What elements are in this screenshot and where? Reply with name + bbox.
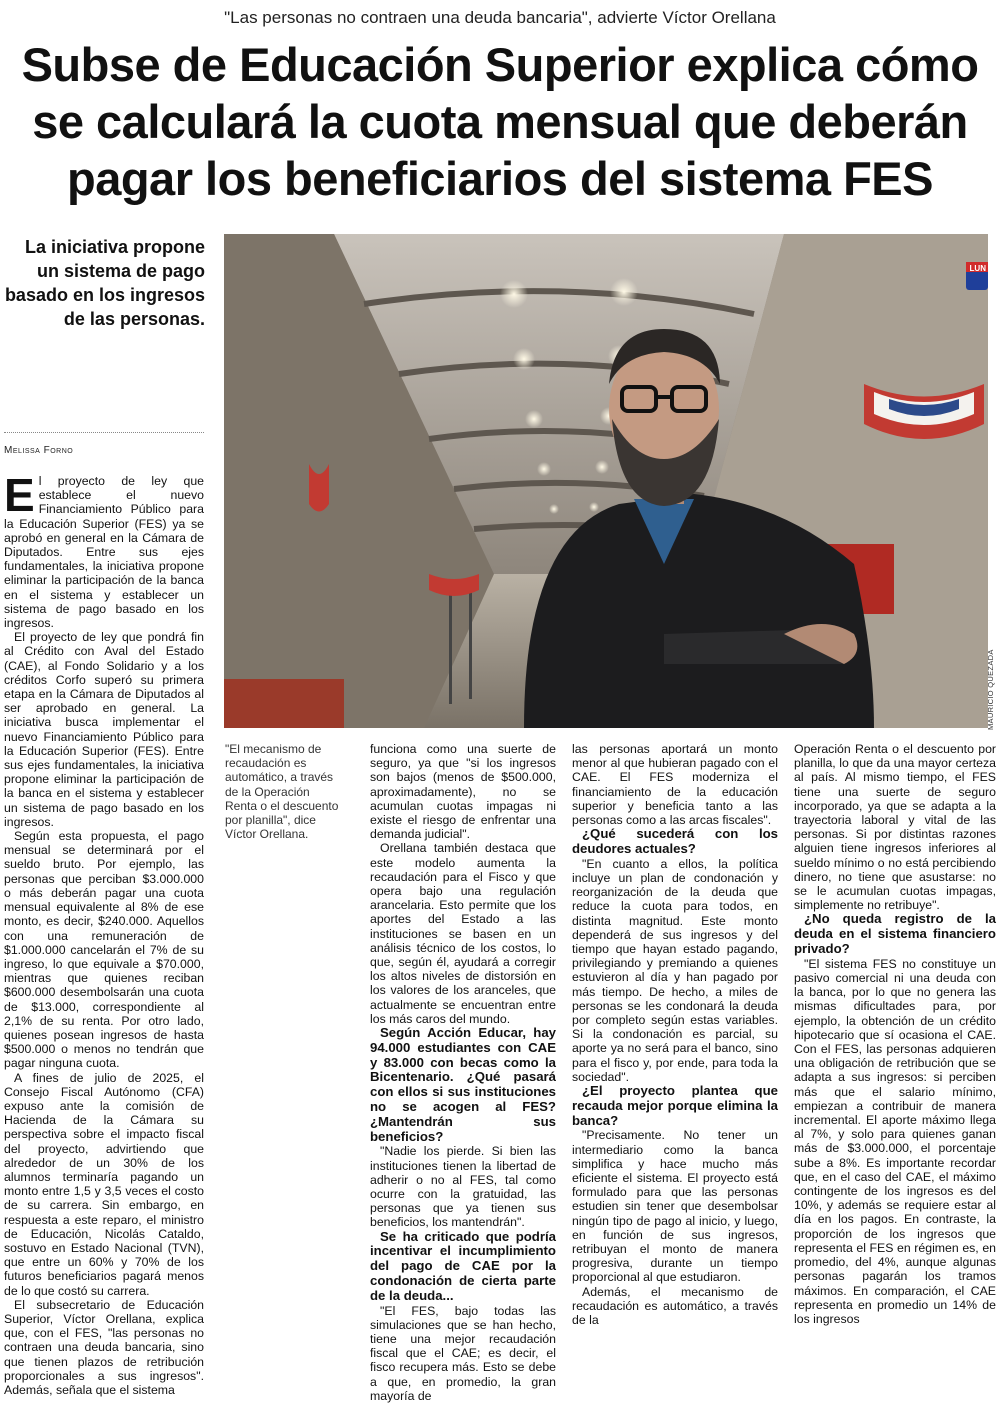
- headline: Subse de Educación Superior explica cómo se calculará la cuota mensual que deberán pagar los beneficiarios del sistema FES: [21, 38, 979, 205]
- byline-divider: [4, 432, 204, 433]
- interview-question: ¿No queda registro de la deuda en el sistema financiero privado?: [794, 911, 996, 957]
- paragraph: Orellana también destaca que este modelo aumenta la recaudación para el Fisco y que opera bajo una regulación arancelaria. Esto permite que los aportes del Estado a las instituciones se basen en un análisis técnico de los costos, lo que, según él, ayudará a corregir los altos niveles de distorsión en los valores de los aranceles, que actualmente se encuentran entre los más caros del mundo.: [370, 841, 556, 1026]
- interview-question: Se ha criticado que podría incentivar el incumplimiento del pago de CAE por la condonación de cierta parte de la deuda...: [370, 1228, 556, 1303]
- pull-quote: "El mecanismo de recaudación es automático, a través de la Operación Renta o el descuento por planilla", dice Víctor Orellana.: [225, 742, 339, 842]
- paragraph: funciona como una suerte de seguro, ya que "si los ingresos son bajos (menos de $500.000, aproximadamente), no se acumulan cuotas impagas ni existe el riesgo de enfrentar una demanda judicial".: [370, 742, 556, 842]
- kicker: "Las personas no contraen una deuda bancaria", advierte Víctor Orellana: [224, 8, 776, 27]
- byline: Melissa Forno: [4, 445, 74, 456]
- paragraph: "El sistema FES no constituye un pasivo comercial ni una deuda con la banca, por lo que no genera las mismas dificultades para, por ejemplo, la obtención de un crédito hipotecario que sí ocasiona el CAE. Con el FES, las personas adquieren una obligación de retribución que se adapta a sus ingresos: si perciben más que el salario mínimo, empiezan a contribuir de manera incremental. El aporte máximo llega al 7%, y solo para quienes ganan más de $3.000.000, el porcentaje sube a 8%. Es importante recordar que, en el caso del CAE, el máximo contingente de los ingresos es del 10%, y además se requiere estar al día en los pagos. En contraste, la proporción de los ingresos que representa el FES en régimen es, en promedio, del 4%, aunque algunas personas pagarán los tramos máximos. En comparación, el CAE representa en promedio un 14% de los ingresos: [794, 956, 996, 1326]
- interview-question: ¿El proyecto plantea que recauda mejor porque elimina la banca?: [572, 1083, 778, 1128]
- lead-summary: La iniciativa propone un sistema de pago basado en los ingresos de las personas.: [4, 237, 205, 329]
- interview-question: ¿Qué sucederá con los deudores actuales?: [572, 826, 778, 857]
- paragraph: Además, el mecanismo de recaudación es automático, a través de la: [572, 1284, 778, 1328]
- article-column-3: [572, 742, 778, 1327]
- paragraph: "Precisamente. No tener un intermediario como la banca simplifica y hace mucho más eficiente el sistema. El proyecto está formulado para que las personas estudien sin tener que desembolsar ningún tipo de pago al inicio, y luego, en función de sus ingresos, retribuyan el monto de manera progresiva, durante un tiempo proporcional al que estudiaron.: [572, 1128, 778, 1285]
- paragraph: El proyecto de ley que establece el nuevo Financiamiento Público para la Educación Superior (FES) ya se aprobó en general en la Cámara de Diputados. Entre sus ejes fundamentales, la iniciativa propone eliminar la participación de la banca en el sistema y establecer un sistema de pago basado en los ingresos.: [4, 469, 204, 631]
- article-column-1: [4, 469, 204, 1397]
- paragraph: El subsecretario de Educación Superior, Víctor Orellana, explica que, con el FES, "las personas no contraen una deuda bancaria, sino que tienen plazos de retribución proporcionales a sus ingresos". Además, señala que el sistema: [4, 1297, 204, 1397]
- drop-cap: E: [4, 469, 35, 521]
- paragraph: El proyecto de ley que pondrá fin al Crédito con Aval del Estado (CAE), al Fondo Solidario y a los créditos Corfo superó su primera etapa en la Cámara de Diputados al ser aprobado en general. La iniciativa busca implementar el nuevo Financiamiento Público para la Educación Superior (FES). Entre sus ejes fundamentales, la iniciativa propone eliminar la participación de la banca en el sistema y establecer un sistema de pago basado en los ingresos.: [4, 630, 204, 829]
- paragraph: las personas aportará un monto menor al que hubieran pagado con el CAE. El FES moderniza el financiamiento de la educación superior y beneficia tanto a las personas como a las arcas fiscales".: [572, 742, 778, 828]
- paragraph: Según esta propuesta, el pago mensual se determinará por el sueldo bruto. Por ejemplo, las personas que perciban $3.000.000 o más deberán pagar una cuota mensual equivalente al 8% de ese monto, es decir, $240.000. Aquellos con una remuneración de $1.000.000 cancelarán el 7% de su ingreso, lo que equivale a $70.000, mientras que quienes reciban $600.000 desembolsarán una cuota de $13.000, correspondiente al 2,1% de su renta. Por otro lado, quienes posean ingresos de hasta $500.000 o menos no tendrán que pagar ninguna cuota.: [4, 829, 204, 1071]
- paragraph: "En cuanto a ellos, la política incluye un plan de condonación y reorganización de la deuda que reduce la cuota para todos, en distinta magnitud. Este monto dependerá de sus ingresos y del tiempo que hayan estado pagando, privilegiando y premiando a quienes estuvieron al día y han pagado por más tiempo. De hecho, a miles de personas se les condonará la deuda por completo según estas variables. Si la condonación es parcial, su aporte ya no será para el banco, sino para el fisco y, por ende, para toda la sociedad".: [572, 856, 778, 1084]
- corridor-photo-illustration: [224, 234, 988, 728]
- article-column-4: [794, 742, 996, 1326]
- paragraph: "El FES, bajo todas las simulaciones que se han hecho, tiene una mejor recaudación fiscal que el CAE; es decir, el fisco recupera más. Esto se debe a que, en promedio, la gran mayoría de: [370, 1303, 556, 1403]
- interview-question: Según Acción Educar, hay 94.000 estudiantes con CAE y 83.000 con becas como la Bicentenario. ¿Qué pasará con ellos si sus instituciones no se acogen al FES? ¿Mantendrán sus beneficios?: [370, 1025, 556, 1144]
- paragraph: A fines de julio de 2025, el Consejo Fiscal Autónomo (CFA) expuso ante la comisión de Hacienda de la Cámara su perspectiva sobre el impacto fiscal del proyecto, advirtiendo que alrededor de un 30% de los alumnos terminaría pagando un monto entre 1,5 y 3,5 veces el costo de su carrera. Sin embargo, en respuesta a este reparo, el ministro de Educación, Nicolás Cataldo, sostuvo en Estado Nacional (TVN), que entre un 60% y 70% de los futuros beneficiarios pagará menos de lo que costó su carrera.: [4, 1070, 204, 1298]
- paragraph: "Nadie los pierde. Si bien las instituciones tienen la libertad de adherir o no al FES, tal como ocurre con la gratuidad, las personas que ya tienen sus beneficios, los mantendrán".: [370, 1144, 556, 1230]
- article-column-2: [370, 742, 556, 1403]
- paragraph: Operación Renta o el descuento por planilla, lo que da una mayor certeza al país. Al mismo tiempo, el FES tiene una suerte de seguro incorporado, ya que se adapta a la trayectoria laboral y vital de las personas. Si por distintas razones alguien tiene ingresos inferiores al sueldo mínimo o no está percibiendo dinero, no tiene que asustarse: no se le acumulan cuotas impagas, simplemente no retribuye".: [794, 742, 996, 913]
- portrait-photo: [224, 234, 988, 728]
- photo-credit: MAURICIO QUEZADA: [986, 649, 995, 730]
- lun-logo: LUN: [969, 264, 986, 273]
